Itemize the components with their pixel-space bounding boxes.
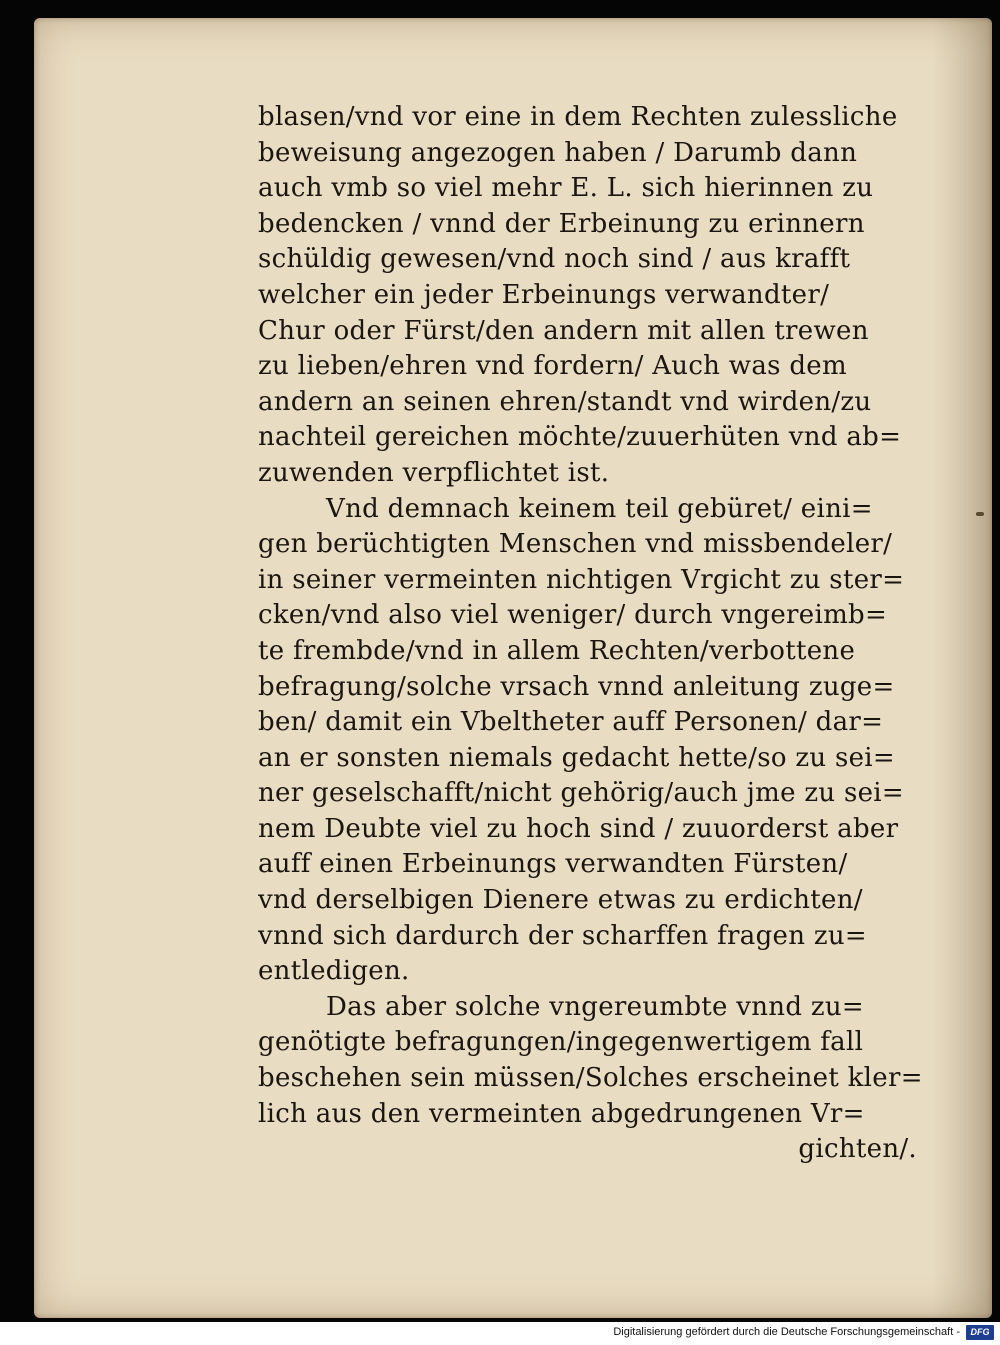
text-line: schüldig gewesen/vnd noch sind / aus krafft: [258, 244, 851, 275]
text-line: an er sonsten niemals gedacht hette/so zu sei=: [258, 742, 896, 773]
paragraph-start-line: Vnd demnach keinem teil gebüret/ eini=: [326, 493, 873, 524]
text-line: auff einen Erbeinungs verwandten Fürsten/: [258, 849, 848, 880]
funding-credit: Digitalisierung gefördert durch die Deutsche Forschungsgemeinschaft -: [613, 1326, 960, 1338]
text-line: bedencken / vnnd der Erbeinung zu erinnern: [258, 208, 865, 239]
text-line: zuwenden verpflichtet ist.: [258, 457, 610, 488]
text-line: in seiner vermeinten nichtigen Vrgicht zu ster=: [258, 564, 905, 595]
digitization-footer: [0, 1322, 1000, 1345]
text-line: beschehen sein müssen/Solches erscheinet kler=: [258, 1063, 923, 1094]
text-line: nem Deubte viel zu hoch sind / zuuorderst aber: [258, 813, 899, 844]
text-line: gen berüchtigten Menschen vnd missbendeler/: [258, 529, 893, 560]
text-line: ner geselschafft/nicht gehörig/auch jme zu sei=: [258, 778, 904, 809]
text-line: andern an seinen ehren/standt vnd wirden/zu: [258, 386, 872, 417]
text-line: welcher ein jeder Erbeinungs verwandter/: [258, 279, 830, 310]
text-line: Chur oder Fürst/den andern mit allen trewen: [258, 315, 869, 346]
text-line: zu lieben/ehren vnd fordern/ Auch was dem: [258, 351, 847, 382]
paragraph-start-line: Das aber solche vngereumbte vnnd zu=: [326, 991, 864, 1022]
text-line: auch vmb so viel mehr E. L. sich hierinnen zu: [258, 173, 874, 204]
ink-speck: [976, 512, 984, 516]
page-text: [258, 100, 923, 1168]
text-line: cken/vnd also viel weniger/ durch vngereimb=: [258, 600, 888, 631]
catchword: gichten/.: [798, 1134, 917, 1165]
dfg-logo: DFG: [966, 1325, 994, 1340]
text-line: ben/ damit ein Vbeltheter auff Personen/ dar=: [258, 707, 884, 738]
text-line: blasen/vnd vor eine in dem Rechten zulessliche: [258, 102, 898, 132]
text-line: genötigte befragungen/ingegenwertigem fall: [258, 1027, 864, 1058]
text-line: vnd derselbigen Dienere etwas zu erdichten/: [258, 885, 863, 916]
text-line: beweisung angezogen haben / Darumb dann: [258, 137, 858, 168]
text-line: te frembde/vnd in allem Rechten/verbottene: [258, 635, 856, 666]
text-line: lich aus den vermeinten abgedrungenen Vr=: [258, 1098, 865, 1129]
text-line: vnnd sich dardurch der scharffen fragen zu=: [258, 920, 867, 951]
text-line: nachteil gereichen möchte/zuuerhüten vnd ab=: [258, 422, 902, 453]
text-line: entledigen.: [258, 956, 410, 987]
text-line: befragung/solche vrsach vnnd anleitung zuge=: [258, 671, 895, 702]
